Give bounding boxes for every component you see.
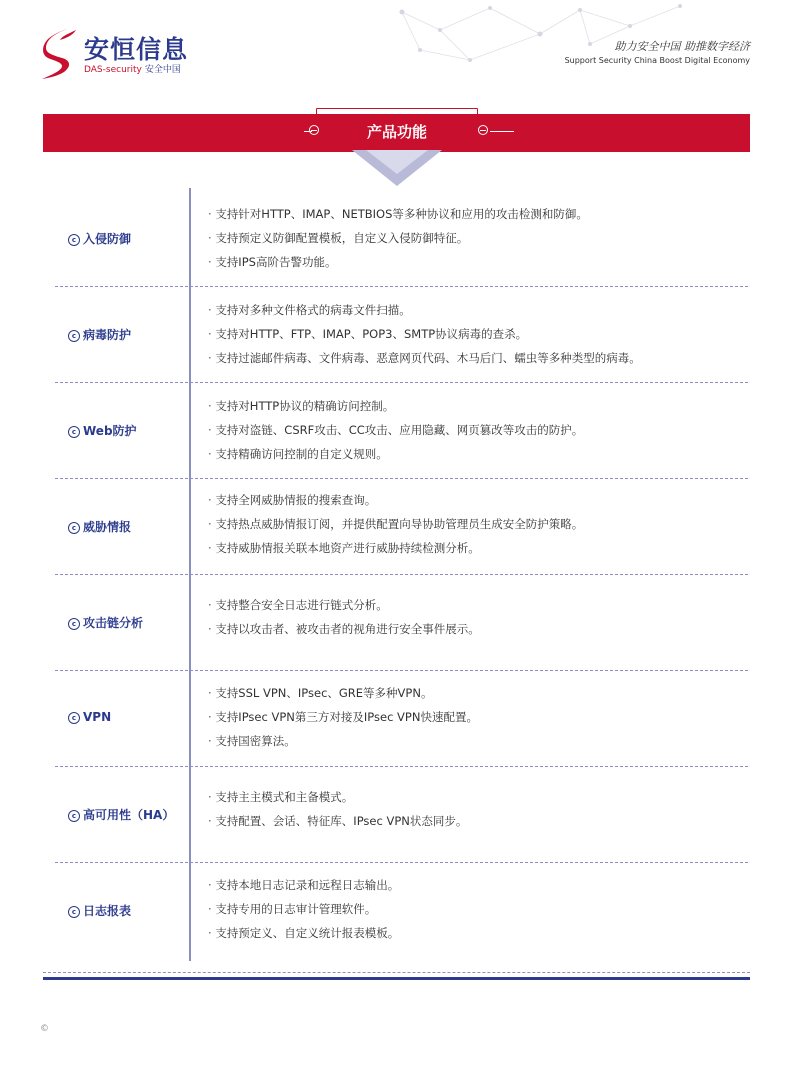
feature-row <box>55 670 748 766</box>
feature-category: c Web防护 <box>68 422 137 439</box>
feature-row <box>55 766 748 862</box>
feature-item: · 支持对HTTP协议的精确访问控制。 <box>208 394 583 418</box>
company-logo <box>40 26 190 82</box>
feature-item: · 支持对多种文件格式的病毒文件扫描。 <box>208 298 641 322</box>
feature-item: · 支持威胁情报关联本地资产进行威胁持续检测分析。 <box>208 536 583 560</box>
logo-mark-icon <box>40 26 80 80</box>
feature-list <box>208 298 641 370</box>
feature-item: · 支持SSL VPN、IPsec、GRE等多种VPN。 <box>208 681 478 705</box>
feature-category: c 威胁情报 <box>68 518 131 535</box>
feature-list <box>208 394 583 466</box>
feature-row <box>55 574 748 670</box>
feature-list <box>208 785 467 833</box>
feature-list <box>208 202 588 274</box>
feature-item: · 支持对盗链、CSRF攻击、CC攻击、应用隐藏、网页篡改等攻击的防护。 <box>208 418 583 442</box>
feature-list <box>208 681 478 753</box>
feature-list <box>208 593 480 641</box>
footer-rule <box>43 977 750 980</box>
feature-category: c 入侵防御 <box>68 230 131 247</box>
feature-item: · 支持整合安全日志进行链式分析。 <box>208 593 480 617</box>
copyright-circle-icon: c <box>68 712 80 724</box>
copyright-circle-icon: c <box>68 426 80 438</box>
banner-line-right <box>490 131 514 132</box>
copyright-circle-icon: c <box>68 810 80 822</box>
feature-item: · 支持配置、会话、特征库、IPsec VPN状态同步。 <box>208 809 467 833</box>
feature-row <box>55 382 748 478</box>
feature-row <box>55 286 748 382</box>
copyright-mark: © <box>40 1024 49 1034</box>
copyright-circle-icon: c <box>68 522 80 534</box>
slogan-chinese: 助力安全中国 助推数字经济 <box>614 40 750 53</box>
copyright-circle-icon: c <box>68 618 80 630</box>
feature-list <box>208 488 583 560</box>
feature-item: · 支持IPsec VPN第三方对接及IPsec VPN快速配置。 <box>208 705 478 729</box>
feature-list <box>208 873 399 945</box>
logo-text: 安恒信息 <box>84 35 189 64</box>
feature-category: c 高可用性（HA） <box>68 806 174 823</box>
feature-category: c 攻击链分析 <box>68 614 143 631</box>
feature-item: · 支持预定义防御配置模板，自定义入侵防御特征。 <box>208 226 588 250</box>
copyright-circle-icon: c <box>68 234 80 246</box>
feature-item: · 支持国密算法。 <box>208 729 478 753</box>
feature-item: · 支持以攻击者、被攻击者的视角进行安全事件展示。 <box>208 617 480 641</box>
feature-item: · 支持IPS高阶告警功能。 <box>208 250 588 274</box>
feature-row <box>55 478 748 574</box>
feature-item: · 支持主主模式和主备模式。 <box>208 785 467 809</box>
feature-category: c 日志报表 <box>68 902 131 919</box>
footer-dashed-rule <box>43 972 750 973</box>
feature-row <box>55 188 748 286</box>
feature-item: · 支持全网威胁情报的搜索查询。 <box>208 488 583 512</box>
feature-category: c VPN <box>68 710 111 724</box>
logo-subtext: DAS-security 安全中国 <box>84 65 181 75</box>
banner-circle-right-icon <box>478 125 488 135</box>
feature-item: · 支持预定义、自定义统计报表模板。 <box>208 921 399 945</box>
feature-item: · 支持热点威胁情报订阅，并提供配置向导协助管理员生成安全防护策略。 <box>208 512 583 536</box>
feature-category: c 病毒防护 <box>68 326 131 343</box>
banner-chevron-icon <box>352 150 442 188</box>
feature-row <box>55 862 748 961</box>
banner-title: 产品功能 <box>366 123 427 141</box>
copyright-circle-icon: c <box>68 906 80 918</box>
feature-item: · 支持过滤邮件病毒、文件病毒、恶意网页代码、木马后门、蠕虫等多种类型的病毒。 <box>208 346 641 370</box>
feature-item: · 支持本地日志记录和远程日志输出。 <box>208 873 399 897</box>
feature-item: · 支持对HTTP、FTP、IMAP、POP3、SMTP协议病毒的查杀。 <box>208 322 641 346</box>
feature-item: · 支持针对HTTP、IMAP、NETBIOS等多种协议和应用的攻击检测和防御。 <box>208 202 588 226</box>
feature-item: · 支持专用的日志审计管理软件。 <box>208 897 399 921</box>
feature-item: · 支持精确访问控制的自定义规则。 <box>208 442 583 466</box>
copyright-circle-icon: c <box>68 330 80 342</box>
slogan-english: Support Security China Boost Digital Economy <box>564 56 750 65</box>
